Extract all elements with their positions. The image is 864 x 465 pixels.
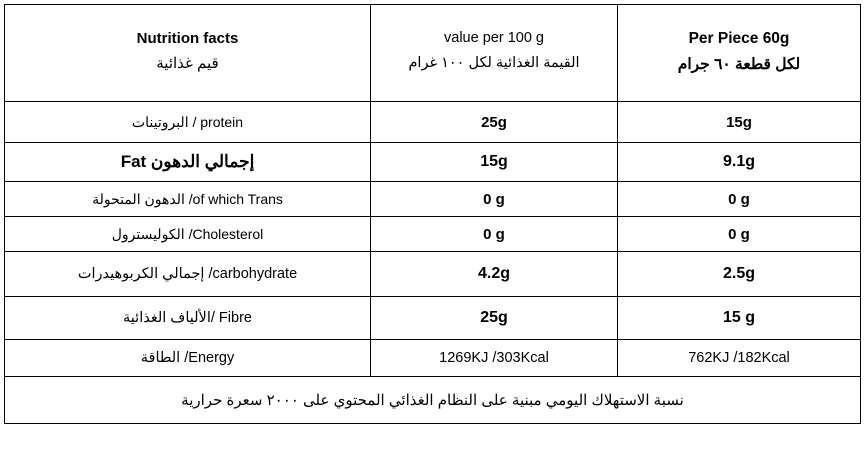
header-per-100g-en: value per 100 g	[444, 30, 544, 47]
table-row	[5, 102, 861, 143]
row-per-100g-carbohydrate: 4.2g	[371, 252, 618, 297]
row-per-piece-trans-fat: 0 g	[618, 182, 861, 217]
header-label-en: Nutrition facts	[136, 29, 239, 47]
row-per-piece-carbohydrate: 2.5g	[618, 252, 861, 297]
row-per-piece-protein: 15g	[618, 102, 861, 143]
header-cell-per-100g	[371, 5, 618, 102]
daily-intake-footnote: نسبة الاستهلاك اليومي مبنية على النظام الغذائي المحتوي على ٢٠٠٠ سعرة حرارية	[5, 377, 861, 424]
table-row	[5, 340, 861, 377]
header-per-piece-en: Per Piece 60g	[688, 29, 790, 47]
header-cell-per-piece	[618, 5, 861, 102]
table-row	[5, 297, 861, 340]
table-header-row	[5, 5, 861, 102]
header-per-piece-ar: لكل قطعة ٦٠ جرام	[677, 55, 801, 73]
row-per-piece-energy: 762KJ /182Kcal	[618, 340, 861, 377]
row-per-piece-fibre: 15 g	[618, 297, 861, 340]
row-label-fat: إجمالي الدهون Fat	[5, 143, 371, 182]
row-per-100g-fibre: 25g	[371, 297, 618, 340]
row-per-100g-trans-fat: 0 g	[371, 182, 618, 217]
row-label-trans-fat: of which Trans/ الدهون المتحولة	[5, 182, 371, 217]
row-per-100g-protein: 25g	[371, 102, 618, 143]
row-per-100g-energy: 1269KJ /303Kcal	[371, 340, 618, 377]
row-label-carbohydrate: carbohydrate/ إجمالي الكربوهيدرات	[5, 252, 371, 297]
nutrition-facts-table	[4, 4, 861, 424]
row-per-piece-fat: 9.1g	[618, 143, 861, 182]
row-label-fibre: Fibre /الألياف الغذائية	[5, 297, 371, 340]
header-per-100g-ar: القيمة الغذائية لكل ١٠٠ غرام	[408, 55, 580, 72]
table-row	[5, 182, 861, 217]
row-per-100g-fat: 15g	[371, 143, 618, 182]
table-row	[5, 252, 861, 297]
row-label-protein: protein / البروتينات	[5, 102, 371, 143]
header-cell-label	[5, 5, 371, 102]
row-per-100g-cholesterol: 0 g	[371, 217, 618, 252]
row-label-cholesterol: Cholesterol/ الكوليسترول	[5, 217, 371, 252]
table-row	[5, 217, 861, 252]
row-per-piece-cholesterol: 0 g	[618, 217, 861, 252]
table-footnote-row	[5, 377, 861, 424]
row-label-energy: Energy/ الطاقة	[5, 340, 371, 377]
header-label-ar: قيم غذائية	[156, 55, 219, 72]
table-row	[5, 143, 861, 182]
